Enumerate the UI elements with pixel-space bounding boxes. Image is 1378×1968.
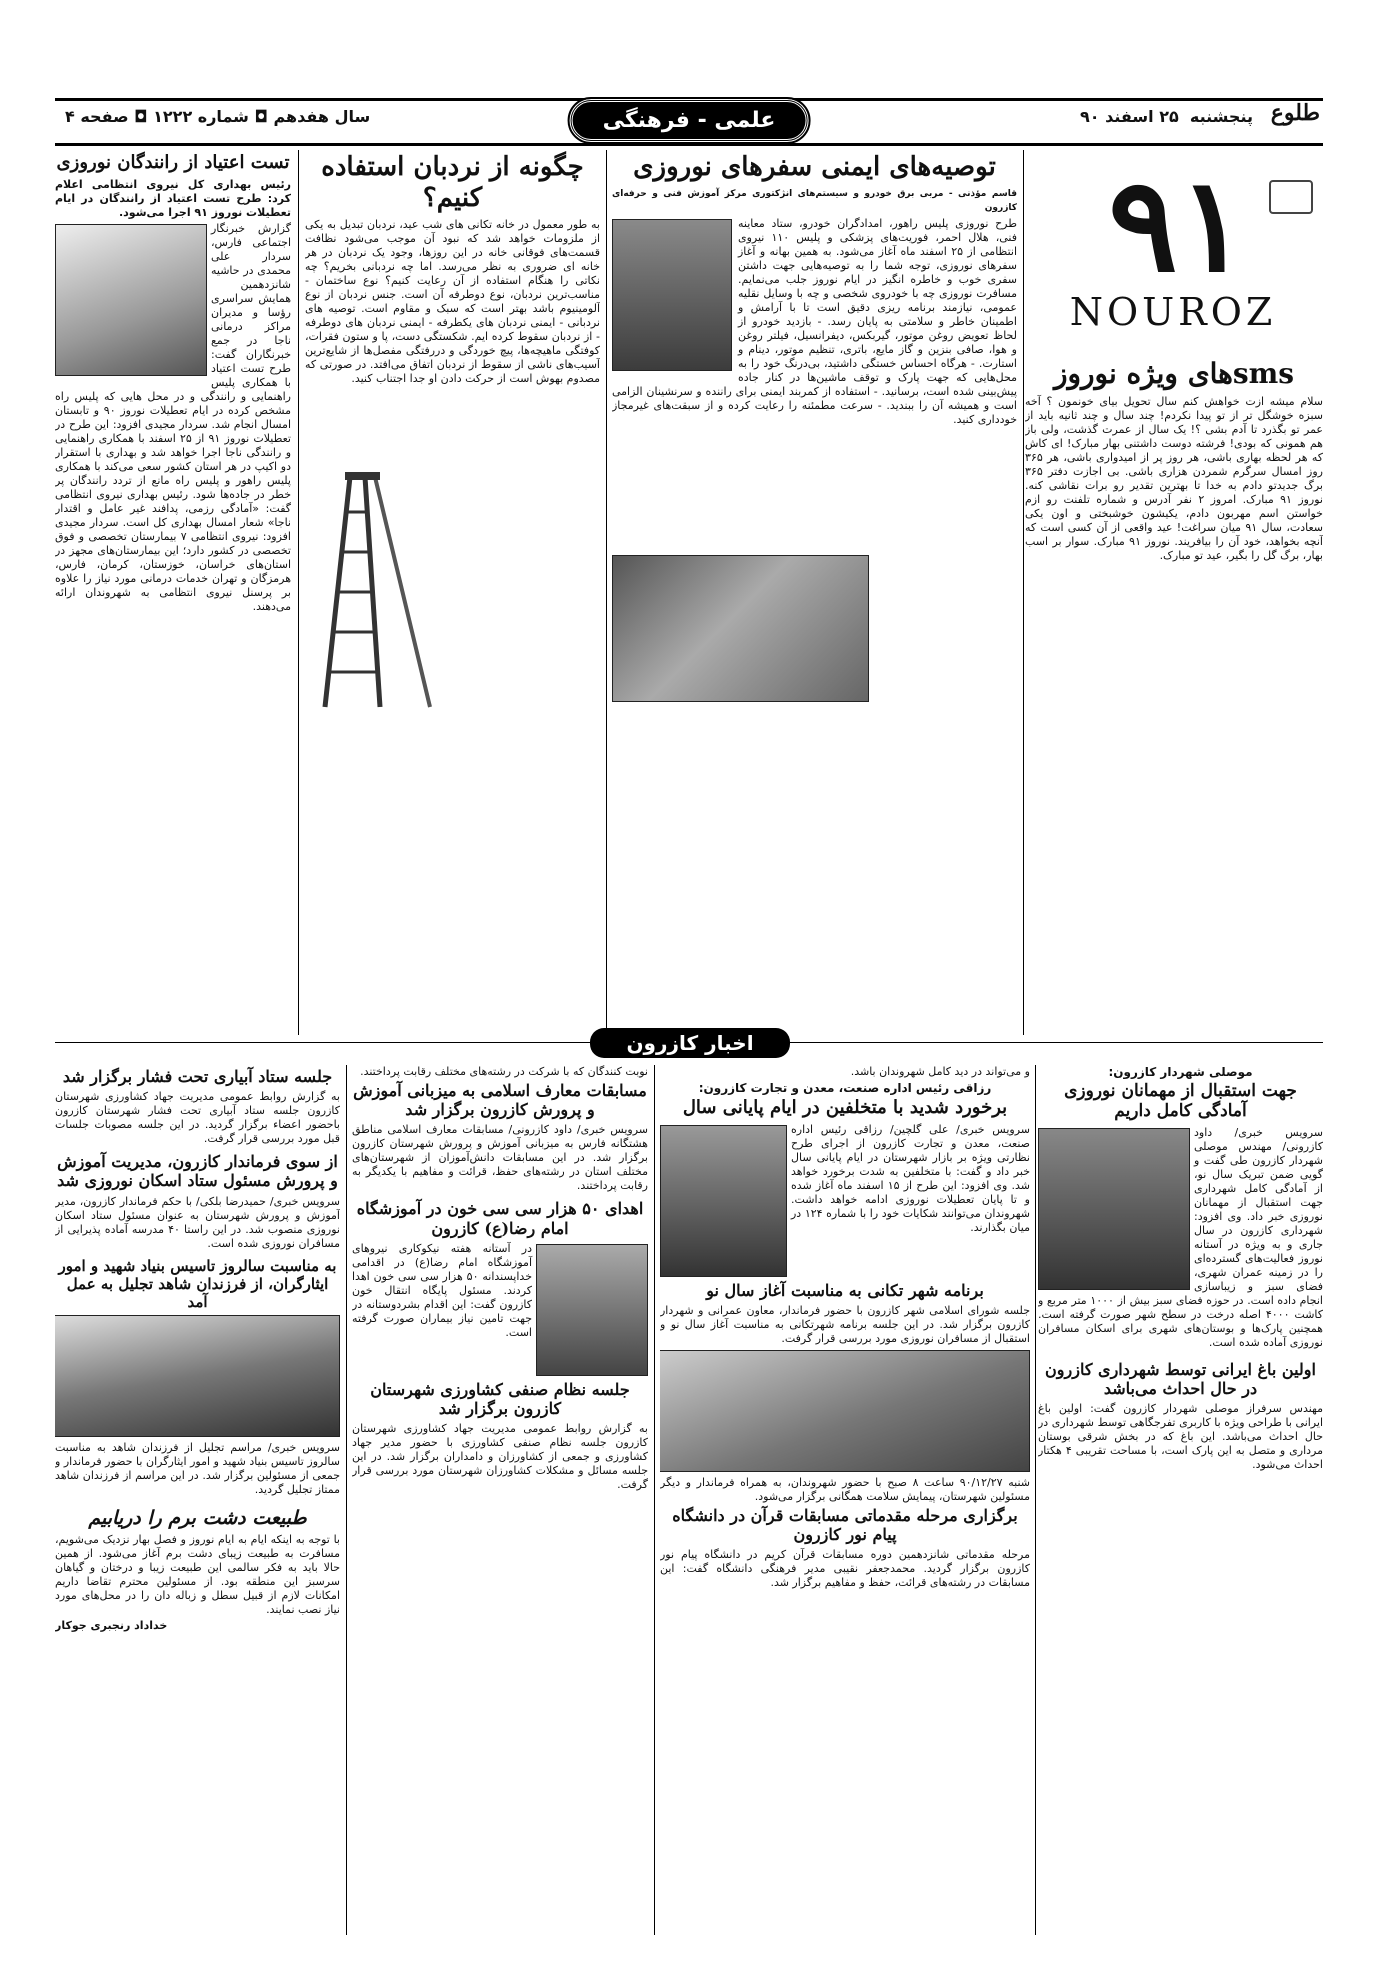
issue-info: سال هفدهم ◘ شماره ۱۲۲۲ ◘ صفحه ۴	[65, 107, 371, 126]
quran-body: مرحله مقدماتی شانزدهمین دوره مسابقات قرآن کریم در دانشگاه پیام نور کازرون برگزار گردید. محمدجعفر نقیبی مدیر فرهنگی دانشگاه گفت: این مسابقات در رشته‌های قرائت، حفظ و مفاهیم برگزار شد.	[660, 1548, 1030, 1590]
mayor-kicker: موصلی شهردار کازرون:	[1108, 1065, 1253, 1079]
blood-donation-title: اهدای ۵۰ هزار سی سی خون در آموزشگاه امام رضا(ع) کازرون	[356, 1199, 644, 1238]
nowruz-logo	[1023, 150, 1323, 350]
nowruz-sms-column	[1025, 355, 1323, 1035]
kazerun-news-banner: اخبار کازرون	[590, 1028, 790, 1058]
violators-body: سرویس خبری/ علی گلچین/ رزاقی رئیس اداره صنعت، معدن و تجارت کازرون از اجرای طرح نظارتی ویژه بر بازار شهرستان در ایام پایانی سال خبر داد و گفت: با متخلفین به شدت برخورد خواهد شد. وی افزود: این طرح از ۱۵ اسفند ماه آغاز شده و تا پایان تعطیلات نوروزی ادامه خواهد داشت. شهروندان می‌توانند شکایات خود را با شماره ۱۲۴ در میان بگذارند.	[791, 1122, 1030, 1234]
author-signature: خداداد رنجبری جوکار	[55, 1619, 168, 1633]
cleanup-title: برنامه شهر تکانی به مناسبت آغاز سال نو	[706, 1280, 984, 1300]
divider	[1023, 150, 1024, 1035]
divider	[606, 150, 607, 1035]
nowruz-sms-title: smsهای ویژه نوروز	[1053, 357, 1295, 390]
mayor-photo	[1038, 1128, 1190, 1290]
meeting-caption: شنبه ۹۰/۱۲/۲۷ ساعت ۸ صبح با حضور شهروندان، به همراه فرماندار و دیگر مسئولین شهرستان، پیمایش سلامت همگانی برگزار می‌شود.	[660, 1475, 1030, 1503]
martyr-foundation-body: سرویس خبری/ مراسم تجلیل از فرزندان شاهد به مناسبت سالروز تاسیس بنیاد شهید و امور ایثارگران با حضور فرماندار و جمعی از مسئولین برگزار شد. در این مراسم از فرزندان شاهد ممتاز تجلیل گردید.	[55, 1440, 340, 1496]
drug-test-lede: رئیس بهداری کل نیروی انتظامی اعلام کرد: طرح تست اعتیاد از رانندگان در ایام تعطیلات نوروز ۹۱ اجرا می‌شود.	[55, 177, 291, 219]
ladder-body: به طور معمول در خانه تکانی های شب عید، نردبان تبدیل به یکی از ملزومات خواهد شد که نبود آن موجب می‌شود نظافت قسمت‌های فوقانی خانه در این روزها، وجود یک نردبان در هر خانه ای ضروری به نظر می‌رسد. اما چه نردبانی بخریم؟ چه نکاتی را هنگام استفاده از آن رعایت کنیم؟ نوع ساختمان - مناسب‌ترین نردبان، نوع دوطرفه آن است. جنس نردبان از نوع آلومینیوم باشد بهتر است که سبک و مقاوم است. توصیه های نردبانی - ایمنی نردبان های یکطرفه - ایمنی نردبان های دوطرفه - از نردبان سقوط کرده ایم. شکستگی دست، پا و ستون فقرات، کوفتگی ماهیچه‌ها، پیچ خوردگی و دررفتگی مفصل‌ها از شایع‌ترین آسیب‌های ناشی از سقوط از نردبان اتفاق می‌افتد. در صورتی که مصدوم بهوش است از حرکت دادن او جدا اجتناب کنید.	[305, 218, 600, 386]
drug-test-article	[55, 150, 291, 1035]
divider	[346, 1065, 347, 1935]
issue-date	[1080, 107, 1253, 126]
mid-lede: و می‌تواند در دید کامل شهروندان باشد.	[850, 1065, 1030, 1078]
nowruz-wordmark: NOUROZ	[1069, 290, 1277, 334]
quran-title: برگزاری مرحله مقدماتی مسابقات قرآن در دانشگاه پیام نور کازرون	[672, 1505, 1018, 1544]
section-title: علمی - فرهنگی	[570, 99, 809, 142]
sms-envelope-icon	[1269, 180, 1313, 214]
dasht-barm-title: طبیعت دشت برم را دریابیم	[88, 1506, 307, 1529]
trip-safety-body: طرح نوروزی پلیس راهور، امدادگران خودرو، ستاد معاینه فنی، هلال احمر، فوریت‌های پزشکی و پلیس ۱۱۰ نیروی انتظامی از ۲۵ اسفند ماه آغاز می‌شود. به همین بهانه و آغاز سفرهای نوروزی، توجه شما را به توصیه‌هایی جهت داشتن سفری خوب و خاطره انگیز در ایام نوروز جلب می‌نمایم. مسافرت نوروزی چه با خودروی شخصی و چه با وسایل نقلیه عمومی، نیازمند برنامه ریزی دقیق است تا با آرامش و اطمینان خاطر و سلامتی به پایان رسد. - بازدید خودرو از لحاظ تعویض روغن موتور، گیربکس، دیفرانسیل، فیلتر روغن و هوا، صافی بنزین و گاز مایع، باتری، تنظیم موتور، دینام و استارت. - هرگاه احساس خستگی داشتید، بی‌درنگ خود را به محل‌هایی که جهت پارک و توقف ماشین‌ها در کنار جاده پیش‌بینی شده است، برسانید. - استفاده از کمربند ایمنی برای راننده و سرنشینان الزامی است و همیشه آن را ببندید. - سرعت مطمئنه را رعایت کرده و از سبقت‌های غیرمجاز خودداری کنید.	[612, 217, 1017, 427]
martyr-foundation-title: به مناسبت سالروز تاسیس بنیاد شهید و امور ایثارگران، از فرزندان شاهد تجلیل به عمل آمد	[58, 1256, 337, 1311]
trip-safety-title: توصیه‌های ایمنی سفرهای نوروزی	[633, 152, 996, 182]
irrigation-title: جلسه ستاد آبیاری تحت فشار برگزار شد	[62, 1067, 333, 1086]
persian-garden-body: مهندس سرفراز موصلی شهردار کازرون گفت: اولین باغ ایرانی با طراحی ویژه با کاربری تفرجگاهی توسط شهرداری در حال احداث می‌باشد. این باغ که در بخش شرقی بوستان مرداری و متصل به این پارک است، با مساحت تقریبی ۴ هکتار احداث می‌شود.	[1038, 1402, 1323, 1472]
page-number: صفحه ۴	[65, 107, 129, 126]
lodging-title: از سوی فرماندار کازرون، مدیریت آموزش و پرورش مسئول ستاد اسکان نوروزی شد	[57, 1152, 338, 1191]
blood-donation-body: در آستانه هفته نیکوکاری نیروهای آموزشگاه امام رضا(ع) در اقدامی خداپسندانه ۵۰ هزار سی سی خون اهدا کردند. مسئول پایگاه انتقال خون کازرون گفت: این اقدام بشردوستانه در جهت تامین نیاز بیماران صورت گرفته است.	[352, 1241, 532, 1339]
drug-test-title: تست اعتیاد از رانندگان نوروزی	[56, 152, 290, 173]
divider	[298, 150, 299, 1035]
persian-garden-title: اولین باغ ایرانی توسط شهرداری کازرون در حال احداث می‌باشد	[1045, 1359, 1316, 1398]
agri-council-title: جلسه نظام صنفی کشاورزی شهرستان کازرون برگزار شد	[370, 1379, 630, 1418]
meeting-photo	[660, 1350, 1030, 1472]
agri-council-body: به گزارش روابط عمومی مدیریت جهاد کشاورزی شهرستان کازرون جلسه نظام صنفی کشاورزی با حضور مدیر جهاد کشاورزی و جمعی از کشاورزان و دامداران برگزار شد. در این جلسه مسائل و مشکلات کشاورزان شهرستان مورد بررسی قرار گرفت.	[352, 1422, 648, 1492]
year-label: سال هفدهم	[273, 107, 371, 126]
mayor-title: جهت استقبال از مهمانان نوروزی آمادگی کامل داریم	[1064, 1081, 1297, 1122]
razaghi-kicker: رزاقی رئیس اداره صنعت، معدن و تجارت کازرون:	[698, 1081, 992, 1095]
masthead-logo: طلوع	[1270, 100, 1320, 126]
blood-donation-photo	[536, 1244, 648, 1376]
islamic-contest-body: سرویس خبری/ داود کازرونی/ مسابقات معارف اسلامی مناطق هشتگانه فارس به میزبانی آموزش و پرورش شهرستان کازرون برگزار شد. در این مسابقات دانش‌آموزان از شهرستان‌های مختلف استان در رشته‌های حفظ، قرائت و مفاهیم با یکدیگر به رقابت پرداختند.	[352, 1123, 648, 1193]
travel-photo	[612, 555, 869, 702]
kazerun-left-column	[55, 1065, 340, 1935]
cleanup-body: جلسه شورای اسلامی شهر کازرون با حضور فرماندار، معاون عمرانی و شهردار کازرون برگزار شد. در این جلسه برنامه شهرتکانی به مناسبت آغاز سال نو و استقبال از مسافران نوروزی مورد بررسی قرار گرفت.	[660, 1303, 1030, 1345]
divider	[1035, 1065, 1036, 1935]
nowruz-number: ۹۱	[1108, 148, 1248, 301]
author-photo	[612, 219, 732, 371]
divider	[654, 1065, 655, 1935]
mayor-article	[1038, 1065, 1323, 1935]
lodging-body: سرویس خبری/ حمیدرضا بلکی/ با حکم فرماندار کازرون، مدیر آموزش و پرورش شهرستان به عنوان مسئول ستاد اسکان نوروزی منصوب شد. در این راستا ۴۰ مدرسه آماده پذیرایی از مسافران نوروزی شده است.	[55, 1194, 340, 1250]
date-text: ۲۵ اسفند ۹۰	[1080, 107, 1179, 126]
nowruz-sms-body: سلام میشه ازت خواهش کنم سال تحویل بیای خونمون ؟ آخه سبزه خوشگل تر از تو پیدا نکردم! چند سال و چند ثانیه باید از عمر تو بگذرد تا آدم بشی ؟! یک سال از عمرت گذشت، ولی باز هم همونی که بودی! فرشته دوست داشتنی بهار مبارک! ای کاش که هر لحظه بهاری باشی، هر روز پر از امیدواری باشی، هر ۳۶۵ روز امسال سرگرم شمردن هزاری باشی. بی اجازت دفتر ۳۶۵ برگ جدیدتو دادم به خدا تا بهترین تقدیر رو برات نقاشی کنه. نوروز ۹۱ مبارک. امروز ۲ نفر آدرس و شماره تلفنت رو ازم خواستن اسم مهربون دادم، یکیشون خوشبختی و اون یکی سعادت، سال ۹۱ میان سراغت! عید واقعی از آن کسی است که آنچه بخواهد، خود آن را بیافریند. نوروز ۹۱ مبارک. سوار بر اسب بهار، برگ گل را بگیر، عید تو مبارک.	[1025, 394, 1323, 562]
trip-safety-author: قاسم مؤذنی - مربی برق خودرو و سیستم‌های انژکتوری مرکز آموزش فنی و حرفه‌ای کازرون	[612, 189, 1017, 214]
center-lede: نوبت کنندگان که با شرکت در رشته‌های مختلف رقابت پرداختند.	[360, 1065, 648, 1078]
ceremony-photo	[55, 1315, 340, 1437]
date-day: پنجشنبه	[1189, 107, 1253, 126]
dasht-barm-body: با توجه به اینکه ایام به ایام نوروز و فصل بهار نزدیک می‌شویم، مسافرت به طبیعت زیبای دشت برم آغاز می‌شود. از همین حالا باید به فکر سالمی این طبیعت زیبا و درختان و گیاهان سرسبز این منطقه بود. از مسئولین محترم تقاضا داریم امکانات لازم از قبیل سطل و زباله دان را در محل‌های مورد نیاز نصب نمایند.	[55, 1533, 340, 1617]
page-header	[55, 98, 1323, 146]
irrigation-body: به گزارش روابط عمومی مدیریت جهاد کشاورزی شهرستان کازرون جلسه ستاد آبیاری تحت فشار شهرستان کازرون باحضور اعضاء برگزار گردید. در این جلسه مصوبات جلسات قبل مورد بررسی قرار گرفت.	[55, 1090, 340, 1146]
violators-title: برخورد شدید با متخلفین در ایام پایانی سال	[682, 1097, 1008, 1118]
islamic-contest-title: مسابقات معارف اسلامی به میزبانی آموزش و پرورش کازرون برگزار شد	[353, 1081, 647, 1120]
kazerun-center-column	[352, 1065, 648, 1935]
ladder-illustration	[320, 472, 435, 712]
mayor-body: سرویس خبری/ داود کازرونی/ مهندس موصلی شهردار کازرون طی گفت و گویی ضمن تبریک سال نو، از آمادگی کامل شهرداری جهت استقبال از مهمانان نوروزی خبر داد. وی افزود: شهرداری کازرون در سال جاری و به ویژه در آستانه نوروز فعالیت‌های گسترده‌ای را در زمینه عمران شهری، فضای سبز و زیباسازی انجام داده است. در حوزه فضای سبز بیش از ۱۰۰۰ متر مربع و کاشت ۴۰۰۰ اصله درخت در سطح شهر صورت گرفته است. همچنین پارک‌ها و بوستان‌های شهری برای اسکان مسافران نوروزی آماده شده است.	[1038, 1125, 1323, 1349]
issue-number: شماره ۱۲۲۲	[153, 107, 249, 126]
cars-photo	[55, 224, 207, 376]
drug-test-body: گزارش خبرنگار اجتماعی فارس، سردار علی محمدی در حاشیه شانزدهمین همایش سراسری رؤسا و مدیران مراکز درمانی ناجا در جمع خبرنگاران گفت: طرح تست اعتیاد با همکاری پلیس راهنمایی و رانندگی و در محل هایی که پلیس راه مشخص کرده در ایام تعطیلات نوروز ۹۰ و تابستان امسال انجام شد. سردار مجیدی افزود: این طرح در تعطیلات نوروز ۹۱ از ۲۵ اسفند با همکاری راهنمایی و رانندگی ناجا اجرا خواهد شد و بهداری با استقرار دو اکیپ در هر استان کشور سعی می‌کند با همکاری پلیس راهور و پلیس راه مانع از تردد رانندگان پر خطر در جاده‌ها شود. رئیس بهداری نیروی انتظامی گفت: «آمادگی رزمی، پدافند غیر عامل و اقتدار ناجا» شعار امسال بهداری کل است. سردار مجیدی افزود: نیروی انتظامی ۷ بیمارستان تخصصی و فوق تخصصی در کشور دارد؛ این بیمارستان‌های مجهز در استان‌های خراسان، خوزستان، کرمان، فارس، هرمزگان و تهران خدمات درمانی مورد نیاز را علاوه بر پرسنل نیروی انتظامی به شهروندان ارائه می‌دهند.	[55, 221, 291, 613]
kazerun-mid-column	[660, 1065, 1030, 1935]
razaghi-photo	[660, 1125, 787, 1277]
ladder-title: چگونه از نردبان استفاده کنیم؟	[321, 152, 584, 214]
